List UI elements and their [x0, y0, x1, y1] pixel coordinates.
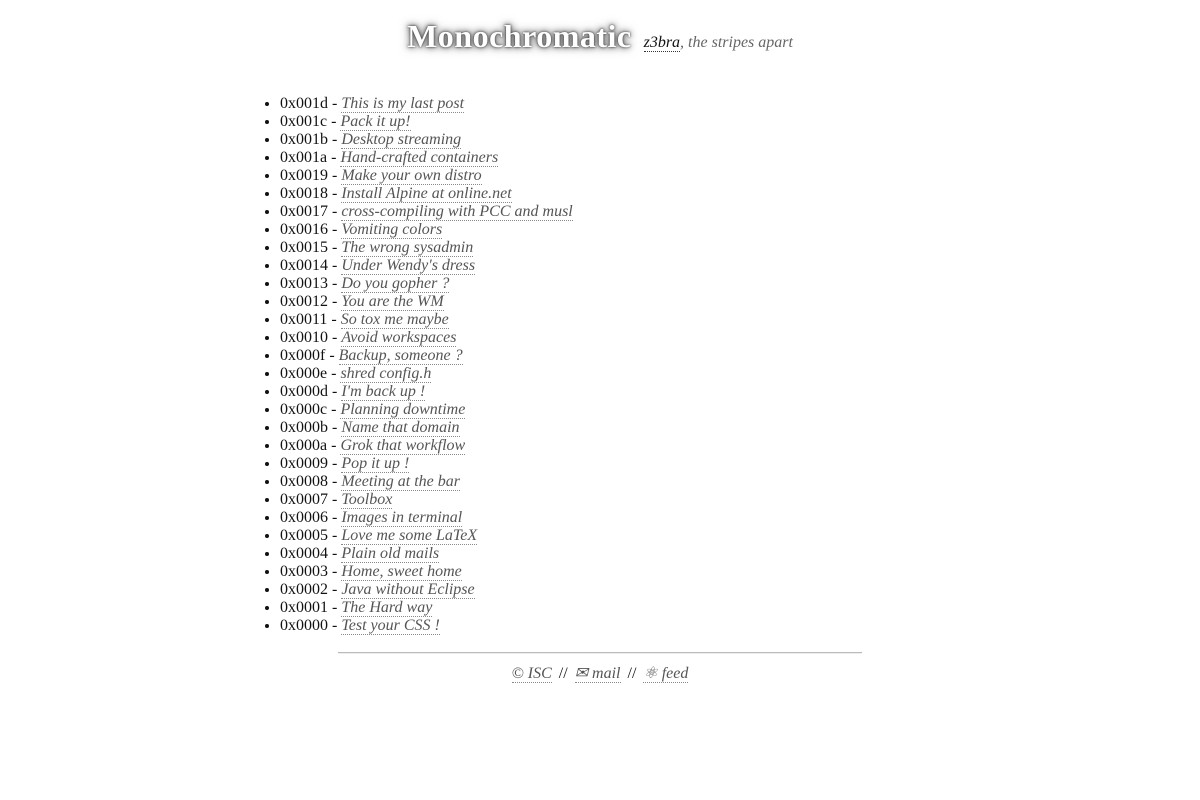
post-id: 0x0010 [280, 329, 328, 346]
post-separator: - [327, 365, 341, 382]
post-item [280, 509, 573, 527]
post-link[interactable]: Make your own distro [341, 167, 482, 184]
post-link[interactable]: Do you gopher ? [341, 275, 450, 292]
post-item [280, 311, 573, 329]
tagline [644, 34, 793, 52]
post-list [240, 95, 573, 635]
post-item [280, 419, 573, 437]
post-link[interactable]: Pop it up ! [341, 455, 410, 472]
site-title[interactable]: Monochromatic [407, 18, 632, 54]
post-link[interactable]: Test your CSS ! [341, 617, 440, 634]
post-separator: - [328, 545, 342, 562]
post-link[interactable]: So tox me maybe [340, 311, 449, 328]
post-separator: - [328, 491, 342, 508]
post-separator: - [327, 149, 341, 166]
post-item [280, 401, 573, 419]
post-link[interactable]: Images in terminal [341, 509, 463, 526]
post-id: 0x0009 [280, 455, 328, 472]
post-link[interactable]: This is my last post [341, 95, 465, 112]
post-id: 0x0014 [280, 257, 328, 274]
post-item [280, 383, 573, 401]
post-item [280, 329, 573, 347]
post-link[interactable]: Under Wendy's dress [341, 257, 476, 274]
post-item [280, 257, 573, 275]
post-item [280, 599, 573, 617]
footer [0, 663, 1200, 683]
post-item [280, 473, 573, 491]
post-separator: - [328, 473, 342, 490]
post-item [280, 563, 573, 581]
post-link[interactable]: Home, sweet home [341, 563, 462, 580]
post-link[interactable]: cross-compiling with PCC and musl [341, 203, 573, 220]
author-link[interactable]: z3bra [643, 34, 681, 51]
post-id: 0x0004 [280, 545, 328, 562]
post-id: 0x0015 [280, 239, 328, 256]
post-id: 0x0002 [280, 581, 328, 598]
post-id: 0x000e [280, 365, 328, 382]
post-id: 0x0012 [280, 293, 328, 310]
post-item [280, 131, 573, 149]
post-id: 0x0008 [280, 473, 328, 490]
post-link[interactable]: Java without Eclipse [341, 581, 475, 598]
post-id: 0x0005 [280, 527, 328, 544]
license-link[interactable]: © ISC [511, 665, 552, 682]
post-id: 0x0011 [280, 311, 328, 328]
post-separator: - [328, 509, 342, 526]
post-separator: - [328, 185, 342, 202]
post-link[interactable]: Backup, someone ? [338, 347, 463, 364]
post-separator: - [328, 383, 342, 400]
post-item [280, 95, 573, 113]
post-id: 0x0017 [280, 203, 328, 220]
post-item [280, 545, 573, 563]
post-separator: - [328, 419, 342, 436]
post-id: 0x0007 [280, 491, 328, 508]
post-item [280, 347, 573, 365]
post-item [280, 239, 573, 257]
header [0, 18, 1200, 55]
post-link[interactable]: Love me some LaTeX [341, 527, 478, 544]
post-id: 0x000a [280, 437, 328, 454]
post-id: 0x0000 [280, 617, 328, 634]
post-item [280, 203, 573, 221]
mail-link[interactable]: ✉ mail [574, 665, 621, 682]
post-link[interactable]: Vomiting colors [341, 221, 443, 238]
post-separator: - [327, 311, 341, 328]
footer-divider [338, 652, 862, 653]
post-separator: - [328, 455, 342, 472]
post-link[interactable]: Grok that workflow [340, 437, 466, 454]
post-item [280, 491, 573, 509]
post-separator: - [328, 527, 342, 544]
footer-separator: // [558, 665, 568, 682]
tagline-text: , the stripes apart [680, 34, 793, 51]
post-id: 0x001d [280, 95, 328, 112]
footer-separator: // [627, 665, 637, 682]
post-separator: - [328, 203, 342, 220]
post-link[interactable]: Name that domain [341, 419, 460, 436]
post-item [280, 293, 573, 311]
post-id: 0x001a [280, 149, 328, 166]
post-separator: - [328, 599, 342, 616]
post-id: 0x001b [280, 131, 328, 148]
post-link[interactable]: Plain old mails [341, 545, 440, 562]
post-separator: - [328, 257, 342, 274]
post-link[interactable]: I'm back up ! [341, 383, 426, 400]
post-item [280, 221, 573, 239]
post-separator: - [328, 581, 342, 598]
post-separator: - [328, 95, 342, 112]
post-item [280, 275, 573, 293]
post-id: 0x0019 [280, 167, 328, 184]
post-separator: - [327, 113, 341, 130]
post-item [280, 149, 573, 167]
post-link[interactable]: The Hard way [341, 599, 433, 616]
post-separator: - [327, 437, 341, 454]
post-link[interactable]: Meeting at the bar [341, 473, 460, 490]
post-id: 0x001c [280, 113, 328, 130]
post-id: 0x000d [280, 383, 328, 400]
post-separator: - [328, 293, 342, 310]
post-item [280, 455, 573, 473]
post-separator: - [327, 401, 341, 418]
post-link[interactable]: Avoid workspaces [341, 329, 457, 346]
feed-link[interactable]: ⚛ feed [643, 665, 689, 682]
post-item [280, 167, 573, 185]
post-item [280, 527, 573, 545]
post-item [280, 185, 573, 203]
post-link[interactable]: Desktop streaming [341, 131, 462, 148]
post-separator: - [325, 347, 339, 364]
post-separator: - [328, 275, 342, 292]
post-id: 0x0018 [280, 185, 328, 202]
post-separator: - [328, 563, 342, 580]
post-item [280, 437, 573, 455]
post-id: 0x0016 [280, 221, 328, 238]
post-link[interactable]: Install Alpine at online.net [341, 185, 512, 202]
post-item [280, 617, 573, 635]
post-separator: - [328, 329, 342, 346]
post-id: 0x0001 [280, 599, 328, 616]
post-separator: - [328, 221, 342, 238]
post-separator: - [328, 131, 342, 148]
post-id: 0x0003 [280, 563, 328, 580]
post-separator: - [328, 167, 342, 184]
post-id: 0x0013 [280, 275, 328, 292]
post-id: 0x0006 [280, 509, 328, 526]
post-separator: - [328, 239, 342, 256]
post-item [280, 365, 573, 383]
post-id: 0x000c [280, 401, 328, 418]
post-link[interactable]: Pack it up! [340, 113, 411, 130]
post-link[interactable]: The wrong sysadmin [341, 239, 474, 256]
post-separator: - [328, 617, 342, 634]
post-id: 0x000b [280, 419, 328, 436]
post-link[interactable]: Hand-crafted containers [340, 149, 499, 166]
post-item [280, 581, 573, 599]
post-link[interactable]: shred config.h [340, 365, 432, 382]
post-id: 0x000f [280, 347, 326, 364]
post-item [280, 113, 573, 131]
post-link[interactable]: You are the WM [341, 293, 444, 310]
post-link[interactable]: Planning downtime [340, 401, 466, 418]
post-link[interactable]: Toolbox [341, 491, 393, 508]
